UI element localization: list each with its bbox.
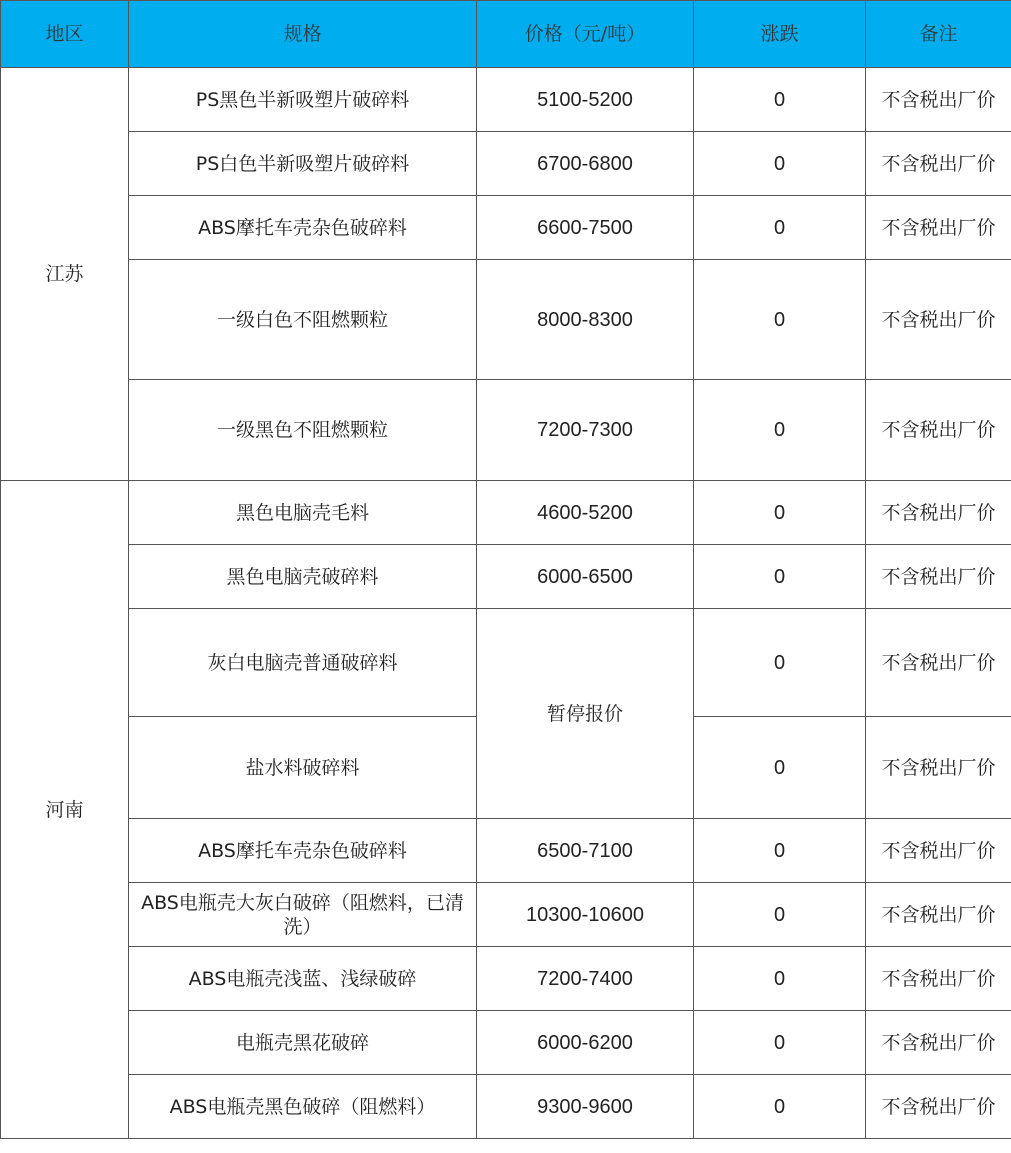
note-cell: 不含税出厂价 bbox=[866, 380, 1011, 481]
region-cell: 江苏 bbox=[1, 68, 129, 481]
note-cell: 不含税出厂价 bbox=[866, 1011, 1011, 1075]
price-cell: 5100-5200 bbox=[477, 68, 694, 132]
note-cell: 不含税出厂价 bbox=[866, 132, 1011, 196]
table-row bbox=[1, 947, 1011, 1011]
spec-cell: ABS摩托车壳杂色破碎料 bbox=[129, 196, 477, 260]
table-row bbox=[1, 609, 1011, 717]
note-cell: 不含税出厂价 bbox=[866, 481, 1011, 545]
header-note: 备注 bbox=[866, 1, 1011, 68]
change-cell: 0 bbox=[694, 260, 866, 380]
change-cell: 0 bbox=[694, 68, 866, 132]
header-spec: 规格 bbox=[129, 1, 477, 68]
merged-price-cell: 暂停报价 bbox=[477, 609, 694, 819]
note-cell: 不含税出厂价 bbox=[866, 68, 1011, 132]
price-cell: 10300-10600 bbox=[477, 883, 694, 947]
spec-cell: 电瓶壳黑花破碎 bbox=[129, 1011, 477, 1075]
table-row bbox=[1, 819, 1011, 883]
header-price: 价格（元/吨） bbox=[477, 1, 694, 68]
table-row bbox=[1, 545, 1011, 609]
change-cell: 0 bbox=[694, 1075, 866, 1139]
price-cell: 6500-7100 bbox=[477, 819, 694, 883]
change-cell: 0 bbox=[694, 883, 866, 947]
spec-cell: 灰白电脑壳普通破碎料 bbox=[129, 609, 477, 717]
change-cell: 0 bbox=[694, 481, 866, 545]
price-cell: 6000-6500 bbox=[477, 545, 694, 609]
region-cell: 河南 bbox=[1, 481, 129, 1139]
table-row bbox=[1, 196, 1011, 260]
change-cell: 0 bbox=[694, 609, 866, 717]
note-cell: 不含税出厂价 bbox=[866, 717, 1011, 819]
spec-cell: 盐水料破碎料 bbox=[129, 717, 477, 819]
header-row bbox=[1, 1, 1011, 68]
table-row bbox=[1, 260, 1011, 380]
spec-cell: 一级白色不阻燃颗粒 bbox=[129, 260, 477, 380]
note-cell: 不含税出厂价 bbox=[866, 947, 1011, 1011]
price-cell: 7200-7300 bbox=[477, 380, 694, 481]
table-row bbox=[1, 132, 1011, 196]
change-cell: 0 bbox=[694, 1011, 866, 1075]
spec-cell: ABS电瓶壳大灰白破碎（阻燃料，已清洗） bbox=[129, 883, 477, 947]
header-change: 涨跌 bbox=[694, 1, 866, 68]
price-cell: 6700-6800 bbox=[477, 132, 694, 196]
note-cell: 不含税出厂价 bbox=[866, 260, 1011, 380]
change-cell: 0 bbox=[694, 819, 866, 883]
note-cell: 不含税出厂价 bbox=[866, 1075, 1011, 1139]
change-cell: 0 bbox=[694, 717, 866, 819]
table-row bbox=[1, 883, 1011, 947]
price-cell: 7200-7400 bbox=[477, 947, 694, 1011]
note-cell: 不含税出厂价 bbox=[866, 819, 1011, 883]
change-cell: 0 bbox=[694, 545, 866, 609]
change-cell: 0 bbox=[694, 132, 866, 196]
header-region: 地区 bbox=[1, 1, 129, 68]
change-cell: 0 bbox=[694, 380, 866, 481]
note-cell: 不含税出厂价 bbox=[866, 883, 1011, 947]
price-cell: 6000-6200 bbox=[477, 1011, 694, 1075]
spec-cell: PS黑色半新吸塑片破碎料 bbox=[129, 68, 477, 132]
table-row bbox=[1, 68, 1011, 132]
note-cell: 不含税出厂价 bbox=[866, 609, 1011, 717]
price-cell: 6600-7500 bbox=[477, 196, 694, 260]
spec-cell: PS白色半新吸塑片破碎料 bbox=[129, 132, 477, 196]
note-cell: 不含税出厂价 bbox=[866, 196, 1011, 260]
spec-cell: ABS电瓶壳黑色破碎（阻燃料） bbox=[129, 1075, 477, 1139]
spec-cell: 黑色电脑壳破碎料 bbox=[129, 545, 477, 609]
table-row bbox=[1, 380, 1011, 481]
price-cell: 8000-8300 bbox=[477, 260, 694, 380]
table-row bbox=[1, 1075, 1011, 1139]
change-cell: 0 bbox=[694, 196, 866, 260]
spec-cell: ABS电瓶壳浅蓝、浅绿破碎 bbox=[129, 947, 477, 1011]
table-row bbox=[1, 1011, 1011, 1075]
price-cell: 9300-9600 bbox=[477, 1075, 694, 1139]
change-cell: 0 bbox=[694, 947, 866, 1011]
spec-cell: ABS摩托车壳杂色破碎料 bbox=[129, 819, 477, 883]
spec-cell: 一级黑色不阻燃颗粒 bbox=[129, 380, 477, 481]
spec-cell: 黑色电脑壳毛料 bbox=[129, 481, 477, 545]
note-cell: 不含税出厂价 bbox=[866, 545, 1011, 609]
table-row bbox=[1, 481, 1011, 545]
price-cell: 4600-5200 bbox=[477, 481, 694, 545]
